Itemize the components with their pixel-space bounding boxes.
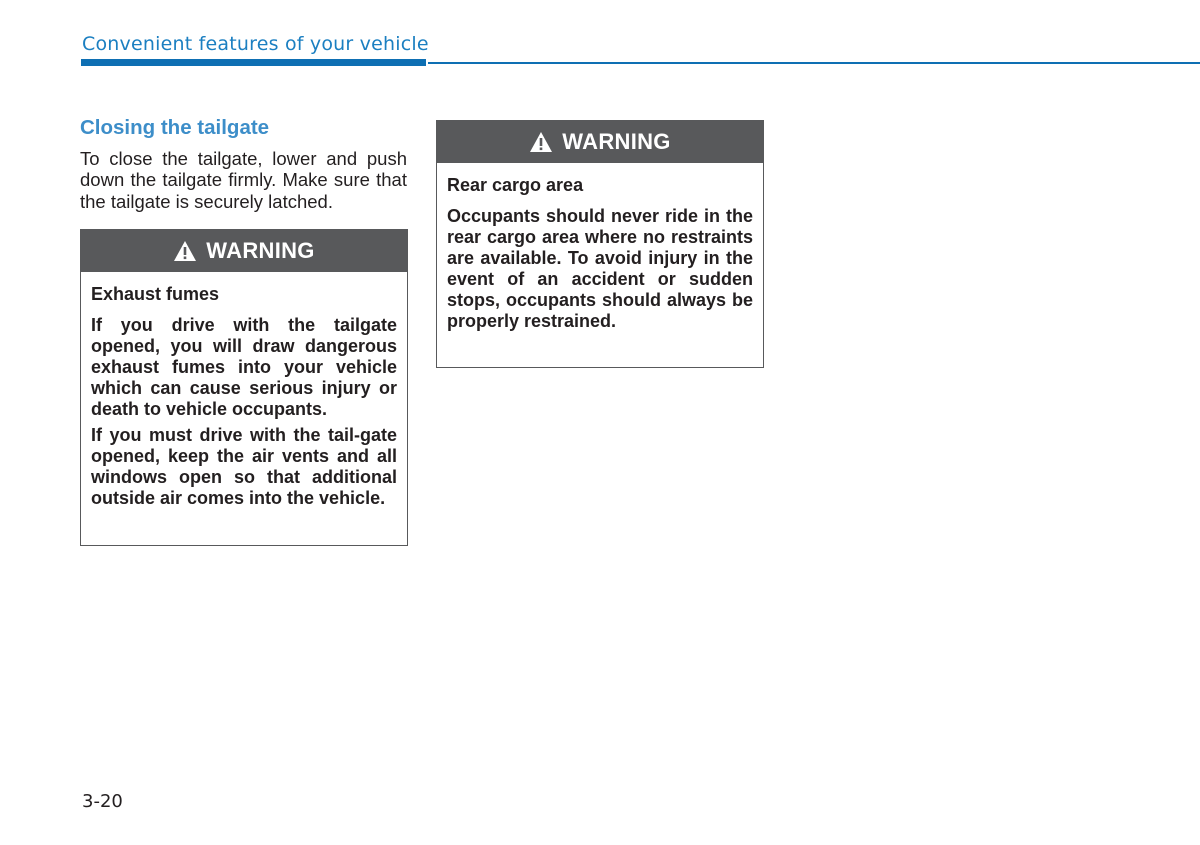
page-number: 3-20	[82, 791, 123, 812]
warning-body	[81, 272, 407, 524]
section-heading: Closing the tailgate	[80, 116, 270, 139]
warning-triangle-icon	[529, 131, 553, 153]
warning-title: WARNING	[562, 129, 671, 154]
warning-paragraph: If you drive with the tailgate opened, you will draw dangerous exhaust fumes into your vehicle which can cause serious injury or death to vehicle occupants.	[91, 315, 397, 419]
header-title: Convenient features of your vehicle	[82, 33, 429, 55]
header-rule-thin	[428, 62, 1200, 64]
warning-box-rear-cargo-area	[436, 120, 764, 368]
intro-paragraph: To close the tailgate, lower and push down the tailgate firmly. Make sure that the tailgate is securely latched.	[80, 148, 407, 212]
warning-paragraph: Occupants should never ride in the rear cargo area where no restraints are available. To avoid injury in the event of an accident or sudden stops, occupants should always be properly restrained.	[447, 206, 753, 331]
warning-title: WARNING	[206, 238, 315, 263]
header-rule-thick	[81, 59, 426, 66]
warning-subtitle: Rear cargo area	[447, 175, 584, 195]
warning-paragraph: If you must drive with the tail-gate opened, keep the air vents and all windows open so that additional outside air comes into the vehicle.	[91, 425, 397, 508]
warning-header	[81, 230, 407, 272]
warning-subtitle: Exhaust fumes	[91, 284, 220, 304]
warning-body	[437, 163, 763, 347]
warning-box-exhaust-fumes	[80, 229, 408, 546]
warning-header	[437, 121, 763, 163]
warning-triangle-icon	[173, 240, 197, 262]
